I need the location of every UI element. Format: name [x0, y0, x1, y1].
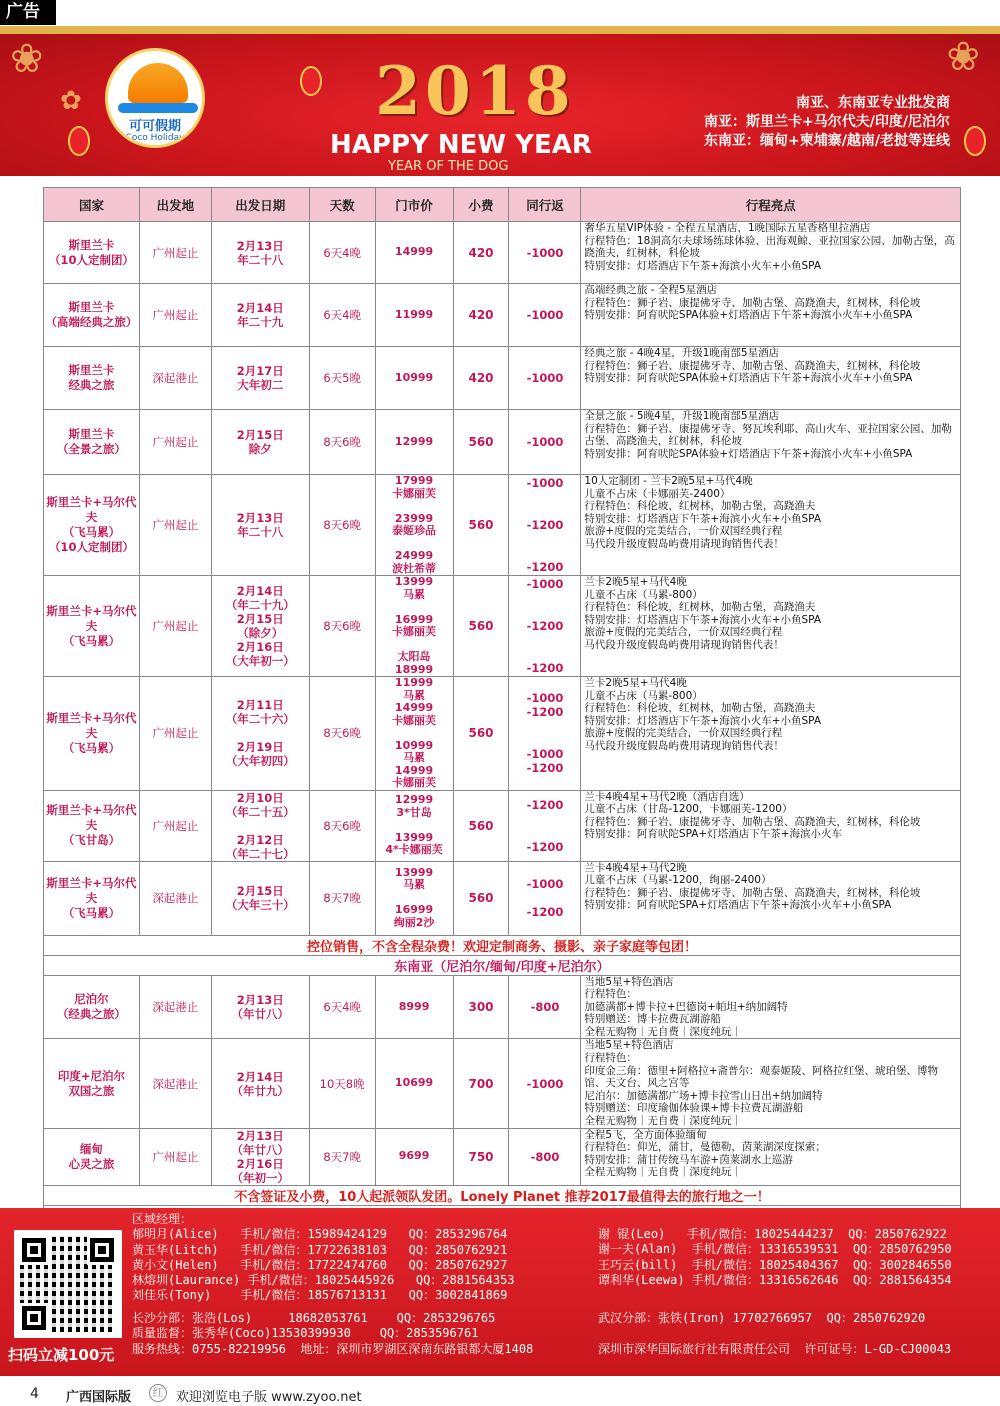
contact-footer [0, 1208, 1000, 1376]
lantern-icon [964, 126, 986, 156]
lantern-icon [300, 66, 322, 96]
slogan: 南亚、东南亚专业批发商 南亚：斯里兰卡+马尔代夫/印度/尼泊尔 东南亚：缅甸+柬埔寨/越南/老挝等连线 [704, 95, 950, 149]
table-row: 斯里兰卡 （10人定制团） 广州起止 2月13日 年二十八 6天4晚 14999 420 -1000 奢华五星VIP体验 - 全程五星酒店，1晚国际五星香格里拉酒店 行程特色：18洞高尔夫球场练球体验、出海观鲸、亚拉国家公园、加勒古堡，高跷渔夫，红树林，科伦坡 特别安排：灯塔酒店下午茶+海滨小火车+小鱼SPA [44, 222, 961, 284]
section-row: 东南亚（尼泊尔/缅甸/印度+尼泊尔） [44, 955, 961, 975]
red-circle-icon: 红 [149, 1384, 167, 1402]
col-country: 国家 [44, 188, 140, 222]
col-days: 天数 [309, 188, 375, 222]
edition-label: 广西国际版 [66, 1390, 132, 1405]
wuhan-branch: 武汉分部：张铁(Iron) 17702766957 QQ：2850762920 [598, 1311, 926, 1325]
table-row: 斯里兰卡+马尔代夫 （飞马累） 深起港止 2月15日 （大年三十） 8天7晚 13999 马累 16999 绚丽2沙 560 -1000 -1200 兰卡4晚4星+马代2晚 儿童不占床（马累-1200，绚丽-2400） 行程特色：狮子岩、康提佛牙寺、加勒古堡、高跷渔夫，红树林，科伦坡 特别安排：阿育吠陀SPA+灯塔酒店下午茶+海滨小火车+小鱼SPA [44, 861, 961, 935]
col-tip: 小费 [453, 188, 509, 222]
table-row: 斯里兰卡 （全景之旅） 广州起止 2月15日 除夕 8天6晚 12999 560 -1000 全景之旅 - 5晚4星，升级1晚南部5星酒店 行程特色：狮子岩、康提佛牙寺、努瓦埃利耶、高山火车、亚拉国家公园、加勒古堡、高跷渔夫，红树林，科伦坡 特别安排：阿育吠陀SPA体验+灯塔酒店下午茶+海滨小火车+小鱼SPA [44, 410, 961, 475]
managers-left: 区域经理： 郁明月(Alice) 手机/微信：15989424129 QQ：2853296764 黄玉华(Litch) 手机/微信：17722638103 QQ：2850762921 黄小文(Helen) 手机/微信：17722474760 QQ：2850762927 林熔圳(Laurance) 手机/微信：18025445926 QQ：2881564353 刘佳乐(Tony) 手机/微信：18576713131 QQ：3002841869 [132, 1212, 515, 1303]
qr-code[interactable] [14, 1230, 122, 1338]
plum-blossom-icon: ❀ [946, 34, 980, 80]
happy-new-year: HAPPY NEW YEAR [330, 130, 592, 160]
table-row: 缅甸 心灵之旅 广州起止 2月13日 （年廿八） 2月16日 （年初一） 8天7晚 9699 750 -800 全程5飞，全方面体验缅甸 行程特色：仰光，蒲甘，曼德勒，茵莱湖深度探索； 特别安排：蒲甘传统马车游+茵莱湖水上巡游 全程无购物｜无自费｜深度纯玩｜ [44, 1128, 961, 1185]
note-row: 不含签证及小费，10人起派领队发团。Lonely Planet 推荐2017最值得去的旅行地之一！ [44, 1185, 961, 1205]
table-header-row [44, 188, 961, 222]
header-banner [0, 26, 1000, 176]
col-rebate: 同行返 [509, 188, 581, 222]
table-row: 印度+尼泊尔 双国之旅 深起港止 2月14日 （年廿九） 10天8晚 10699 700 -1000 当地5星+特色酒店 行程特色： 印度金三角：德里+阿格拉+斋普尔：观泰姬陵、阿格拉红堡、琥珀堡、博物馆、天文台、风之宫等 尼泊尔：加德满都广场+博卡拉雪山日出+纳加阔特 特别赠送：印度瑜伽体验课+博卡拉费瓦湖游船 全程无购物｜无自费｜深度纯玩｜ [44, 1039, 961, 1128]
table-row: 斯里兰卡+马尔代夫 （飞马累） （10人定制团） 广州起止 2月13日 年二十八 8天6晚 17999 卡娜丽芙 23999 泰姬珍品 24999 波杜希蒂 560 -1000 -1200 -1200 10人定制团 - 兰卡2晚5星+马代4晚 儿童不占床（卡娜丽芙-2400） 行程特色：科伦坡，红树林，加勒古堡，高跷渔夫 特别安排：灯塔酒店下午茶+海滨小火车+小鱼SPA 旅游+度假的完美结合，一价双国经典行程 马代段升级度假岛屿费用请现询销售代表！ [44, 475, 961, 576]
page-number: 4 [30, 1386, 39, 1402]
table-row: 斯里兰卡 经典之旅 深起港止 2月17日 大年初二 6天5晚 10999 420 -1000 经典之旅 - 4晚4星，升级1晚南部5星酒店 行程特色：狮子岩、康提佛牙寺、加勒古堡、高跷渔夫，红树林，科伦坡 特别安排：阿育吠陀SPA体验+灯塔酒店下午茶+海滨小火车+小鱼SPA [44, 347, 961, 410]
col-highlights: 行程亮点 [581, 188, 961, 222]
ad-label: 广告 [0, 0, 56, 25]
page-footer [0, 1378, 1000, 1406]
website-link[interactable]: 欢迎浏览电子版 www.zyoo.net [176, 1390, 362, 1405]
gold-border [0, 26, 1000, 34]
plum-blossom-icon: ✿ [60, 86, 82, 116]
lantern-icon [68, 126, 90, 156]
company-license: 深圳市深华国际旅行社有限责任公司 许可证号：L-GD-CJ00043 [598, 1342, 952, 1356]
table-row: 斯里兰卡 （高端经典之旅） 广州起止 2月14日 年二十九 6天4晚 11999 420 -1000 高端经典之旅 - 全程5星酒店 行程特色：狮子岩、康提佛牙寺、加勒古堡、高跷渔夫，红树林，科伦坡 特别安排：阿育吠陀SPA体验+灯塔酒店下午茶+海滨小火车+小鱼SPA [44, 284, 961, 347]
scan-promo: 扫码立减100元 [8, 1346, 115, 1364]
note-row: 控位销售，不含全程杂费！欢迎定制商务、摄影、亲子家庭等包团！ [44, 935, 961, 955]
table-row: 斯里兰卡+马尔代夫 （飞马累） 广州起止 2月14日 （年二十九） 2月15日 （除夕） 2月16日 （大年初一） 8天6晚 13999 马累 16999 卡娜丽芙 太阳岛 18999 560 -1000 -1200 -1200 兰卡2晚5星+马代4晚 儿童不占床（马累-800） 行程特色：科伦坡，红树林，加勒古堡，高跷渔夫 特别安排：灯塔酒店下午茶+海滨小火车+小鱼SPA 旅游+度假的完美结合，一价双国经典行程 马代段升级度假岛屿费用请现询销售代表！ [44, 576, 961, 677]
branches: 长沙分部：张浩(Los) 18682053761 QQ：2853296765 质量监督：张秀华(Coco)13530399930 QQ：2853596761 服务热线：0755-82219956 地址：深圳市罗湖区深南东路银都大厦1408 [132, 1311, 534, 1356]
table-row: 斯里兰卡+马尔代夫 （飞马累） 广州起止 2月11日 （年二十六） 2月19日 （大年初四） 8天6晚 11999 马累 14999 卡娜丽芙 10999 马累 14999 卡娜丽芙 560 -1000 -1200 -1000 -1200 兰卡2晚5星+马代4晚 儿童不占床（马累-800） 行程特色：科伦坡，红树林，加勒古堡，高跷渔夫 特别安排：灯塔酒店下午茶+海滨小火车+小鱼SPA 旅游+度假的完美结合，一价双国经典行程 马代段升级度假岛屿费用请现询销售代表！ [44, 677, 961, 791]
table-row: 尼泊尔 （经典之旅） 深起港止 2月13日 （年廿八） 6天4晚 8999 300 -800 当地5星+特色酒店 行程特色： 加德满都+博卡拉+巴德岗+帕坦+纳加阔特 特别赠送：博卡拉费瓦湖游船 全程无购物｜无自费｜深度纯玩｜ [44, 975, 961, 1039]
table-row: 斯里兰卡+马尔代夫 （飞甘岛） 广州起止 2月10日 （年二十五） 2月12日 （年二十七） 8天6晚 12999 3*甘岛 13999 4*卡娜丽芙 560 -1200 -1200 兰卡4晚4星+马代2晚（酒店自选） 儿童不占床（甘岛-1200，卡娜丽芙-1200） 行程特色：狮子岩、康提佛牙寺、加勒古堡、高跷渔夫，红树林，科伦坡 特别安排：阿育吠陀SPA+灯塔酒店下午茶+海滨小火车 [44, 790, 961, 861]
tour-price-table [43, 187, 961, 1226]
year-title: 2018 [375, 52, 575, 130]
col-date: 出发日期 [211, 188, 309, 222]
coco-holiday-logo: 可可假期 Coco Holiday [105, 48, 205, 148]
plum-blossom-icon: ❀ [10, 36, 44, 82]
year-of-dog: YEAR OF THE DOG [388, 159, 509, 174]
col-price: 门市价 [375, 188, 453, 222]
col-departure: 出发地 [139, 188, 211, 222]
managers-right: 谢 锟(Leo) 手机/微信：18025444237 QQ：2850762922 谢一夫(Alan) 手机/微信：13316539531 QQ：2850762950 王巧云(bill) 手机/微信：18025404367 QQ：3002846550 谭利华(Leewa) 手机/微信：13316562646 QQ：2881564354 [598, 1227, 952, 1287]
